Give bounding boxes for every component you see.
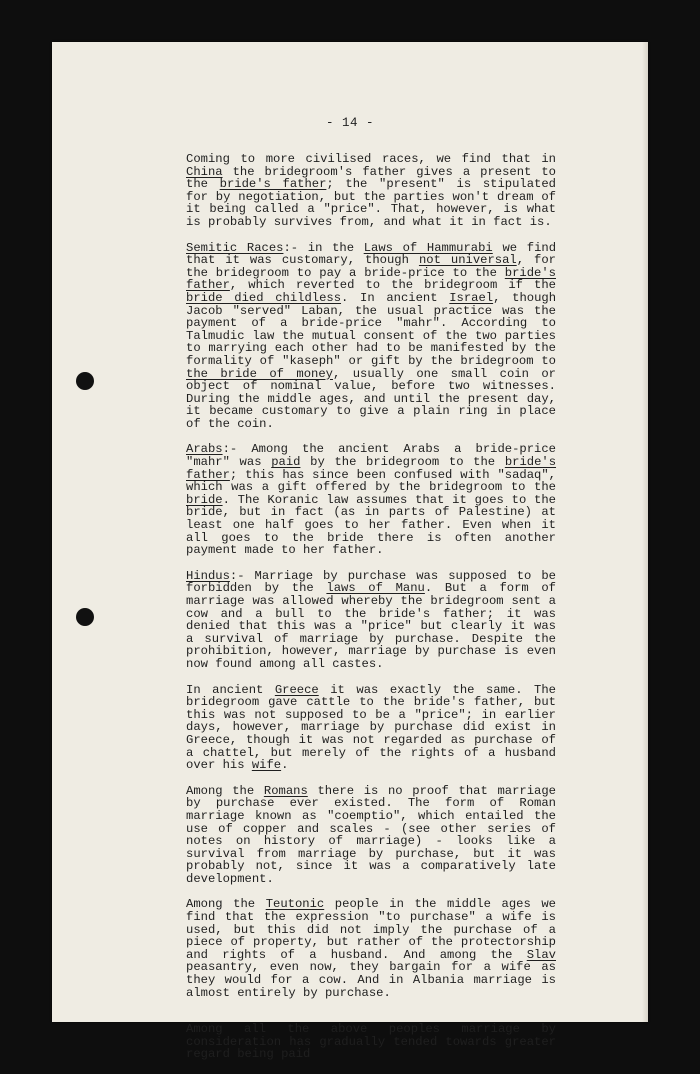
underlined-term: Hindus <box>186 568 230 583</box>
page-number: - 14 - <box>325 116 374 130</box>
underlined-term: Israel <box>449 290 494 305</box>
text-run: :- Among the ancient Arabs a bride-price "mahr" was <box>186 442 556 470</box>
text-run: , for the bridegroom to pay a bride-price to the <box>186 253 556 280</box>
text-run: . In ancient <box>341 290 450 305</box>
text-run: Coming to more civilised races, we find that in <box>186 152 556 166</box>
text-run: :- Marriage by purchase was supposed to be forbidden by the <box>186 568 556 596</box>
page-edge <box>642 42 648 1022</box>
text-run: In ancient <box>186 682 275 697</box>
underlined-term: bride's father <box>219 177 327 192</box>
paragraph-hindus <box>106 570 556 671</box>
body-text <box>106 153 556 1074</box>
underlined-term: bride died childless <box>186 290 342 305</box>
text-run: , usually one small coin or object of nominal value, before two witnesses. During the middle ages, and until the present day, it became customary to give a plain ring in place of the coin. <box>186 366 556 431</box>
paragraph-semitic-races <box>106 242 556 431</box>
underlined-term: bride <box>186 492 223 507</box>
text-run: there is no proof that marriage by purchase ever existed. The form of Roman marriage known as "coemptio", which entailed the use of copper and scales - (see other series of notes on history of marriage) - looks like a survival from marriage by purchase, but it was probably not, since it was a comparatively late development. <box>186 783 556 886</box>
underlined-term: the bride of money <box>186 366 333 381</box>
text-run: , though Jacob "served" Laban, the usual practice was the payment of a bride-price "mahr". According to Talmudic law the mutual consent of the two parties to marrying each other had to be manifested by the formality of "kaseph" or gift by the bridegroom to <box>186 290 557 368</box>
punch-hole-top <box>76 372 94 390</box>
text-run: . The Koranic law assumes that it goes to the bride, but in fact (as in parts of Palestine) at least one half goes to her father. Even when it all goes to the bride there is often another payment made to her father. <box>186 492 556 558</box>
underlined-term: Arabs <box>186 442 223 457</box>
text-run: :- in the <box>283 240 364 255</box>
underlined-term: paid <box>271 455 301 470</box>
text-run: by the bridegroom to the <box>300 455 505 470</box>
underlined-term: bride's father <box>186 265 556 293</box>
paragraph-civilised <box>106 153 556 229</box>
paragraph-closing <box>106 1023 556 1061</box>
underlined-term: not universal <box>418 253 517 268</box>
text-run: . But a form of marriage was allowed whereby the bridegroom sent a cow and a bull to the bride's father; it was denied that this was a "price" but clearly it was a survival of marriage by purchase. Despite the prohibition, however, marriage by purchase is even now found among all castes. <box>186 581 556 671</box>
text-run: . <box>281 758 289 773</box>
punch-hole-bottom <box>76 608 94 626</box>
text-run: ; this has since been confused with "sadaq", which was a gift offered by the bridegroom to the <box>186 467 556 495</box>
paragraph-teutonic <box>106 898 556 999</box>
text-run: it was exactly the same. The bridegroom gave cattle to the bride's father, but this was not supposed to be a "price"; in earlier days, however, marriage by purchase did exist in Greece, though it was not regarded as purchase of a chattel, but merely of the rights of a husband over his <box>186 682 556 773</box>
paragraph-greece <box>106 684 556 772</box>
underlined-term: wife <box>251 758 282 773</box>
text-run: Among the <box>186 897 266 912</box>
paragraph-romans <box>106 785 556 886</box>
paragraph-arabs <box>106 443 556 556</box>
text-run: Among the <box>186 783 264 798</box>
text-run: the bridegroom's father gives a present to the <box>186 164 556 192</box>
underlined-term: bride's father <box>186 455 557 482</box>
text-run: ; the "present" is stipulated for by negotiation, but the parties won't dream of it being called a "price". That, however, is what is probably survives from, and what it in fact is. <box>186 177 556 229</box>
underlined-term: Romans <box>263 783 308 798</box>
text-run: , which reverted to the bridegroom if the <box>229 278 556 293</box>
underlined-term: laws of Manu <box>326 581 425 596</box>
underlined-term: Greece <box>274 682 319 697</box>
underlined-term: Teutonic <box>265 897 325 912</box>
text-run: we find that it was customary, though <box>186 240 557 268</box>
text-run: peasantry, even now, they bargain for a wife as they would for a cow. And in Albania marriage is almost entirely by purchase. <box>186 960 556 1000</box>
text-run: people in the middle ages we find that the expression "to purchase" a wife is used, but this did not imply the purchase of a piece of property, but rather of the protectorship and rights of a husband. And among the <box>186 897 556 962</box>
document-page <box>52 42 648 1062</box>
underlined-term: China <box>186 164 223 179</box>
underlined-term: Laws of Hammurabi <box>363 240 493 255</box>
underlined-term: Semitic Races <box>186 240 284 255</box>
underlined-term: Slav <box>526 947 556 962</box>
text-run: Among all the above peoples marriage by consideration has gradually tended towards greater regard being paid <box>186 1022 556 1062</box>
